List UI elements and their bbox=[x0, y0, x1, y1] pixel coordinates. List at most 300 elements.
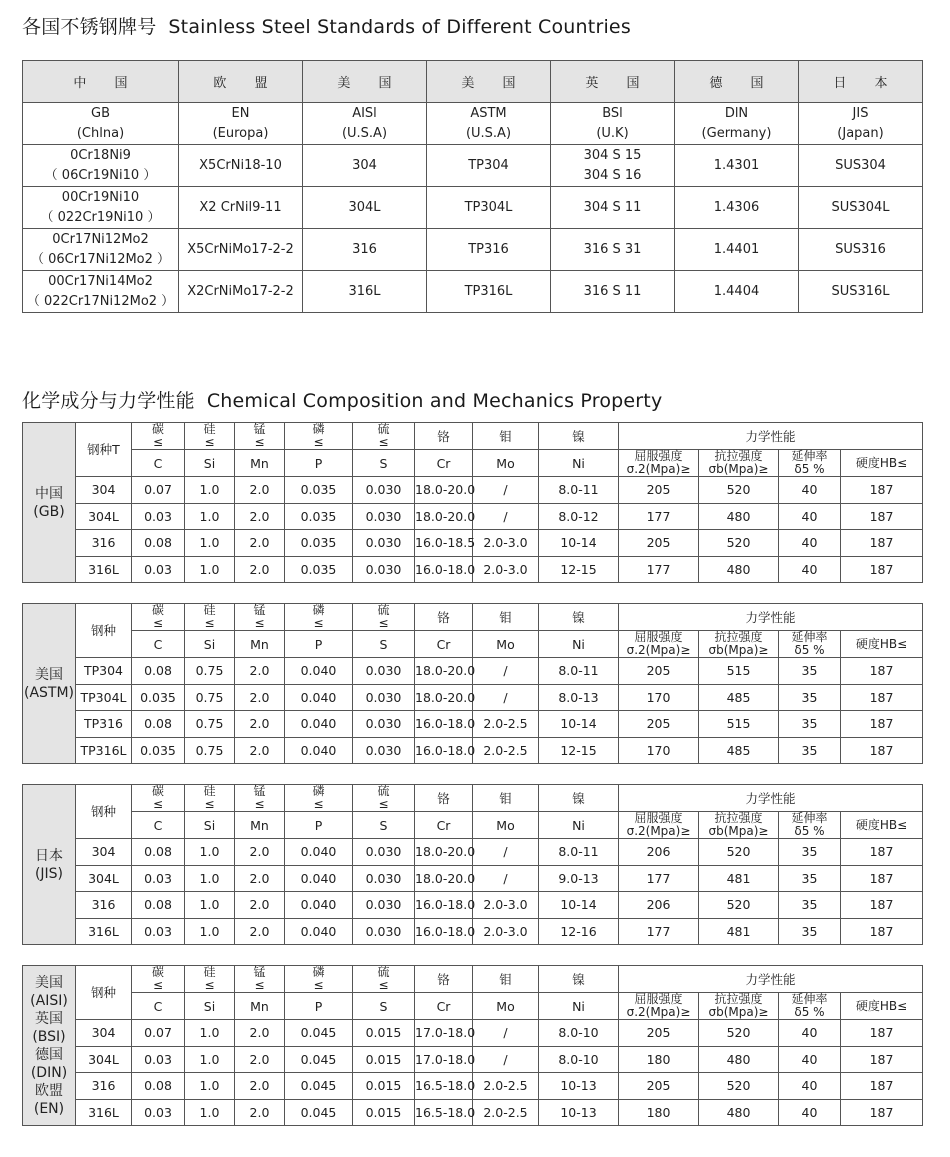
value-cell: 187 bbox=[841, 865, 923, 892]
element-symbol: Si bbox=[185, 450, 235, 477]
header-row bbox=[23, 631, 923, 658]
country-header: 美 国 bbox=[303, 61, 427, 103]
table-row bbox=[23, 658, 923, 685]
standard-code-cell: DlN (Germany) bbox=[675, 103, 799, 145]
value-cell: 16.0-18.0 bbox=[415, 711, 473, 738]
element-header-phosphorus: 磷 ≤ bbox=[285, 785, 353, 812]
value-cell: 187 bbox=[841, 1020, 923, 1047]
element-header-nickel: 镍 bbox=[539, 604, 619, 631]
value-cell: 187 bbox=[841, 839, 923, 866]
element-symbol: Si bbox=[185, 993, 235, 1020]
value-cell: 481 bbox=[699, 865, 779, 892]
value-cell: / bbox=[473, 658, 539, 685]
standards-title-zh: 各国不锈钢牌号 bbox=[22, 16, 157, 38]
value-cell: 16.0-18.0 bbox=[415, 737, 473, 764]
value-cell: 12-16 bbox=[539, 918, 619, 945]
value-cell: 187 bbox=[841, 1073, 923, 1100]
element-symbol: Mn bbox=[235, 631, 285, 658]
value-cell: 187 bbox=[841, 530, 923, 557]
value-cell: 16.0-18.0 bbox=[415, 556, 473, 583]
value-cell: 0.040 bbox=[285, 839, 353, 866]
value-cell: 0.030 bbox=[353, 503, 415, 530]
value-cell: 0.015 bbox=[353, 1073, 415, 1100]
value-cell: 8.0-11 bbox=[539, 839, 619, 866]
value-cell: 170 bbox=[619, 737, 699, 764]
value-cell: 520 bbox=[699, 530, 779, 557]
header-row bbox=[23, 423, 923, 450]
table-row bbox=[23, 918, 923, 945]
standards-title-en: Stainless Steel Standards of Different Countries bbox=[168, 16, 631, 38]
value-cell: 35 bbox=[779, 918, 841, 945]
header-row bbox=[23, 785, 923, 812]
value-cell: 40 bbox=[779, 477, 841, 504]
value-cell: 35 bbox=[779, 737, 841, 764]
mechanics-header: 力学性能 bbox=[619, 604, 923, 631]
value-cell: / bbox=[473, 1020, 539, 1047]
mechanics-header: 力学性能 bbox=[619, 966, 923, 993]
grade-cell: 316 bbox=[76, 892, 132, 919]
value-cell: 18.0-20.0 bbox=[415, 658, 473, 685]
mechanics-subheader: 屈服强度 σ.2(Mpa)≥ bbox=[619, 993, 699, 1020]
value-cell: 481 bbox=[699, 918, 779, 945]
value-cell: 18.0-20.0 bbox=[415, 503, 473, 530]
value-cell: 0.030 bbox=[353, 918, 415, 945]
mechanics-subheader: 延伸率 δ5 % bbox=[779, 812, 841, 839]
element-header-carbon: 碳 ≤ bbox=[132, 604, 185, 631]
value-cell: 520 bbox=[699, 839, 779, 866]
value-cell: 2.0-2.5 bbox=[473, 1073, 539, 1100]
grade-cell: TP304L bbox=[76, 684, 132, 711]
mechanics-header: 力学性能 bbox=[619, 785, 923, 812]
value-cell: 2.0 bbox=[235, 658, 285, 685]
value-cell: 520 bbox=[699, 1073, 779, 1100]
value-cell: 187 bbox=[841, 892, 923, 919]
grade-cell: 316L bbox=[76, 556, 132, 583]
value-cell: 2.0 bbox=[235, 1020, 285, 1047]
value-cell: 0.035 bbox=[285, 477, 353, 504]
element-symbol: P bbox=[285, 812, 353, 839]
value-cell: 2.0-3.0 bbox=[473, 556, 539, 583]
value-cell: 480 bbox=[699, 1046, 779, 1073]
value-cell: / bbox=[473, 839, 539, 866]
value-cell: 1.0 bbox=[185, 530, 235, 557]
element-symbol: Cr bbox=[415, 631, 473, 658]
table-row: 0Cr17Ni12Mo2 （ 06Cr17Ni12Mo2 ） X5CrNiMo17-2-2 316 TP316 316 S 31 1.4401 SUS316 bbox=[23, 229, 923, 271]
value-cell: 177 bbox=[619, 503, 699, 530]
table-row: 00Cr17Ni14Mo2 （ 022Cr17Ni12Mo2 ） X2CrNiMo17-2-2 316L TP316L 316 S 11 1.4404 SUS316L bbox=[23, 271, 923, 313]
value-cell: 180 bbox=[619, 1046, 699, 1073]
value-cell: 2.0 bbox=[235, 918, 285, 945]
element-header-carbon: 碳 ≤ bbox=[132, 785, 185, 812]
value-cell: 205 bbox=[619, 1073, 699, 1100]
value-cell: 520 bbox=[699, 892, 779, 919]
mechanics-subheader: 延伸率 δ5 % bbox=[779, 631, 841, 658]
value-cell: 8.0-10 bbox=[539, 1046, 619, 1073]
value-cell: 16.0-18.5 bbox=[415, 530, 473, 557]
table-row bbox=[23, 477, 923, 504]
value-cell: 1.0 bbox=[185, 865, 235, 892]
country-label: 美国 (AISI) 英国 (BSI) 德国 (DIN) 欧盟 (EN) bbox=[23, 966, 76, 1126]
value-cell: 0.08 bbox=[132, 839, 185, 866]
value-cell: 0.030 bbox=[353, 530, 415, 557]
header-row bbox=[23, 966, 923, 993]
element-header-sulfur: 硫 ≤ bbox=[353, 785, 415, 812]
country-label: 日本 (JIS) bbox=[23, 785, 76, 945]
element-header-phosphorus: 磷 ≤ bbox=[285, 604, 353, 631]
element-symbol: Cr bbox=[415, 812, 473, 839]
value-cell: 0.015 bbox=[353, 1046, 415, 1073]
value-cell: 0.035 bbox=[285, 530, 353, 557]
value-cell: 2.0 bbox=[235, 556, 285, 583]
element-header-silicon: 硅 ≤ bbox=[185, 966, 235, 993]
value-cell: 187 bbox=[841, 1046, 923, 1073]
table-row bbox=[23, 503, 923, 530]
hardness-header: 硬度HB≤ bbox=[841, 993, 923, 1020]
value-cell: 2.0 bbox=[235, 892, 285, 919]
value-cell: 0.040 bbox=[285, 865, 353, 892]
header-row bbox=[23, 993, 923, 1020]
value-cell: 0.040 bbox=[285, 684, 353, 711]
value-cell: 35 bbox=[779, 711, 841, 738]
element-symbol: Mn bbox=[235, 450, 285, 477]
country-header: 德 国 bbox=[675, 61, 799, 103]
value-cell: 1.0 bbox=[185, 1020, 235, 1047]
value-cell: 0.03 bbox=[132, 503, 185, 530]
grade-header: 钢种 bbox=[76, 785, 132, 839]
value-cell: 10-13 bbox=[539, 1099, 619, 1126]
value-cell: 0.75 bbox=[185, 658, 235, 685]
standard-code-cell: BSl (U.K) bbox=[551, 103, 675, 145]
value-cell: 0.040 bbox=[285, 658, 353, 685]
table-row bbox=[23, 1099, 923, 1126]
grade-cell: TP316L bbox=[76, 737, 132, 764]
value-cell: 1.0 bbox=[185, 918, 235, 945]
value-cell: 480 bbox=[699, 1099, 779, 1126]
grade-cell: 304L bbox=[76, 503, 132, 530]
element-symbol: P bbox=[285, 993, 353, 1020]
table-row: 0Cr18Ni9 （ 06Cr19Ni10 ） X5CrNi18-10 304 TP304 304 S 15 304 S 16 1.4301 SUS304 bbox=[23, 145, 923, 187]
country-header-row bbox=[23, 61, 923, 103]
element-symbol: Mn bbox=[235, 812, 285, 839]
element-symbol: Cr bbox=[415, 450, 473, 477]
value-cell: 18.0-20.0 bbox=[415, 839, 473, 866]
value-cell: 205 bbox=[619, 711, 699, 738]
mechanics-subheader: 屈服强度 σ.2(Mpa)≥ bbox=[619, 631, 699, 658]
element-symbol: S bbox=[353, 631, 415, 658]
element-symbol: Ni bbox=[539, 450, 619, 477]
value-cell: 0.08 bbox=[132, 892, 185, 919]
header-row bbox=[23, 450, 923, 477]
value-cell: 187 bbox=[841, 711, 923, 738]
value-cell: 187 bbox=[841, 918, 923, 945]
value-cell: 35 bbox=[779, 892, 841, 919]
value-cell: 10-14 bbox=[539, 530, 619, 557]
value-cell: / bbox=[473, 477, 539, 504]
value-cell: 520 bbox=[699, 1020, 779, 1047]
value-cell: 0.030 bbox=[353, 865, 415, 892]
element-symbol: C bbox=[132, 812, 185, 839]
value-cell: 0.040 bbox=[285, 737, 353, 764]
value-cell: 8.0-10 bbox=[539, 1020, 619, 1047]
element-header-phosphorus: 磷 ≤ bbox=[285, 966, 353, 993]
value-cell: 187 bbox=[841, 658, 923, 685]
value-cell: 16.5-18.0 bbox=[415, 1099, 473, 1126]
table-row bbox=[23, 684, 923, 711]
element-symbol: S bbox=[353, 450, 415, 477]
value-cell: 10-14 bbox=[539, 892, 619, 919]
value-cell: 35 bbox=[779, 658, 841, 685]
mechanics-subheader: 抗拉强度 σb(Mpa)≥ bbox=[699, 993, 779, 1020]
element-header-silicon: 硅 ≤ bbox=[185, 785, 235, 812]
element-header-molybdenum: 钼 bbox=[473, 423, 539, 450]
grade-cell: 304 bbox=[76, 839, 132, 866]
value-cell: 2.0-2.5 bbox=[473, 737, 539, 764]
table-row bbox=[23, 556, 923, 583]
element-symbol: Mn bbox=[235, 993, 285, 1020]
value-cell: 170 bbox=[619, 684, 699, 711]
value-cell: 1.0 bbox=[185, 892, 235, 919]
value-cell: 12-15 bbox=[539, 737, 619, 764]
value-cell: 205 bbox=[619, 477, 699, 504]
value-cell: 16.5-18.0 bbox=[415, 1073, 473, 1100]
value-cell: 2.0 bbox=[235, 477, 285, 504]
value-cell: 1.0 bbox=[185, 503, 235, 530]
value-cell: 40 bbox=[779, 1046, 841, 1073]
grade-cell: TP316 bbox=[76, 711, 132, 738]
value-cell: 177 bbox=[619, 918, 699, 945]
element-header-chromium: 铬 bbox=[415, 604, 473, 631]
value-cell: 206 bbox=[619, 892, 699, 919]
element-header-silicon: 硅 ≤ bbox=[185, 604, 235, 631]
element-header-chromium: 铬 bbox=[415, 966, 473, 993]
standard-code-cell: ASTM (U.S.A) bbox=[427, 103, 551, 145]
value-cell: 1.0 bbox=[185, 556, 235, 583]
element-symbol: Si bbox=[185, 631, 235, 658]
standard-code-row bbox=[23, 103, 923, 145]
value-cell: 2.0-3.0 bbox=[473, 530, 539, 557]
value-cell: 40 bbox=[779, 1020, 841, 1047]
element-symbol: Ni bbox=[539, 993, 619, 1020]
value-cell: 8.0-11 bbox=[539, 658, 619, 685]
value-cell: 515 bbox=[699, 711, 779, 738]
value-cell: 0.035 bbox=[285, 556, 353, 583]
grade-cell: TP304 bbox=[76, 658, 132, 685]
value-cell: 8.0-12 bbox=[539, 503, 619, 530]
value-cell: 1.0 bbox=[185, 1073, 235, 1100]
element-header-molybdenum: 钼 bbox=[473, 785, 539, 812]
value-cell: 205 bbox=[619, 1020, 699, 1047]
value-cell: 8.0-11 bbox=[539, 477, 619, 504]
country-label: 美国 (ASTM) bbox=[23, 604, 76, 764]
element-header-nickel: 镍 bbox=[539, 966, 619, 993]
value-cell: 2.0 bbox=[235, 1073, 285, 1100]
value-cell: 187 bbox=[841, 556, 923, 583]
grade-header: 钢种T bbox=[76, 423, 132, 477]
value-cell: 35 bbox=[779, 839, 841, 866]
value-cell: 40 bbox=[779, 556, 841, 583]
element-symbol: Ni bbox=[539, 631, 619, 658]
value-cell: 0.03 bbox=[132, 1046, 185, 1073]
grade-cell: 316L bbox=[76, 918, 132, 945]
mechanics-subheader: 抗拉强度 σb(Mpa)≥ bbox=[699, 812, 779, 839]
value-cell: 520 bbox=[699, 477, 779, 504]
value-cell: 0.03 bbox=[132, 556, 185, 583]
element-header-manganese: 锰 ≤ bbox=[235, 604, 285, 631]
country-label: 中国 (GB) bbox=[23, 423, 76, 583]
element-header-manganese: 锰 ≤ bbox=[235, 966, 285, 993]
element-header-carbon: 碳 ≤ bbox=[132, 966, 185, 993]
value-cell: 12-15 bbox=[539, 556, 619, 583]
value-cell: 205 bbox=[619, 658, 699, 685]
country-header: 美 国 bbox=[427, 61, 551, 103]
value-cell: 2.0 bbox=[235, 839, 285, 866]
header-row bbox=[23, 604, 923, 631]
value-cell: 2.0 bbox=[235, 530, 285, 557]
value-cell: / bbox=[473, 503, 539, 530]
value-cell: 10-13 bbox=[539, 1073, 619, 1100]
table-row bbox=[23, 530, 923, 557]
chemical-table-gb bbox=[22, 422, 923, 583]
element-symbol: Mo bbox=[473, 631, 539, 658]
table-row bbox=[23, 1020, 923, 1047]
element-symbol: Ni bbox=[539, 812, 619, 839]
chemical-title bbox=[22, 386, 662, 413]
element-header-sulfur: 硫 ≤ bbox=[353, 966, 415, 993]
mechanics-subheader: 抗拉强度 σb(Mpa)≥ bbox=[699, 631, 779, 658]
value-cell: 18.0-20.0 bbox=[415, 684, 473, 711]
mechanics-subheader: 延伸率 δ5 % bbox=[779, 993, 841, 1020]
value-cell: 0.08 bbox=[132, 711, 185, 738]
value-cell: 187 bbox=[841, 477, 923, 504]
value-cell: 18.0-20.0 bbox=[415, 477, 473, 504]
element-header-molybdenum: 钼 bbox=[473, 966, 539, 993]
chemical-table-aisi-bsi-din-en bbox=[22, 965, 923, 1126]
hardness-header: 硬度HB≤ bbox=[841, 812, 923, 839]
grade-cell: 304 bbox=[76, 477, 132, 504]
table-row bbox=[23, 711, 923, 738]
element-header-silicon: 硅 ≤ bbox=[185, 423, 235, 450]
element-symbol: P bbox=[285, 631, 353, 658]
grade-cell: 304L bbox=[76, 1046, 132, 1073]
value-cell: / bbox=[473, 1046, 539, 1073]
value-cell: 35 bbox=[779, 865, 841, 892]
value-cell: 0.03 bbox=[132, 918, 185, 945]
country-header: 日 本 bbox=[799, 61, 923, 103]
value-cell: 187 bbox=[841, 503, 923, 530]
value-cell: 0.015 bbox=[353, 1020, 415, 1047]
value-cell: 0.045 bbox=[285, 1020, 353, 1047]
value-cell: 0.045 bbox=[285, 1099, 353, 1126]
standards-table bbox=[22, 60, 923, 313]
value-cell: 0.07 bbox=[132, 477, 185, 504]
element-symbol: Mo bbox=[473, 450, 539, 477]
value-cell: 205 bbox=[619, 530, 699, 557]
value-cell: 177 bbox=[619, 556, 699, 583]
value-cell: 2.0 bbox=[235, 1099, 285, 1126]
standard-code-cell: AISl (U.S.A) bbox=[303, 103, 427, 145]
value-cell: 0.08 bbox=[132, 530, 185, 557]
value-cell: 206 bbox=[619, 839, 699, 866]
country-header: 中 国 bbox=[23, 61, 179, 103]
value-cell: 0.03 bbox=[132, 1099, 185, 1126]
value-cell: 40 bbox=[779, 530, 841, 557]
value-cell: 40 bbox=[779, 1073, 841, 1100]
element-header-manganese: 锰 ≤ bbox=[235, 423, 285, 450]
table-row bbox=[23, 1046, 923, 1073]
standard-code-cell: JIS (Japan) bbox=[799, 103, 923, 145]
element-header-manganese: 锰 ≤ bbox=[235, 785, 285, 812]
value-cell: 2.0 bbox=[235, 1046, 285, 1073]
value-cell: 180 bbox=[619, 1099, 699, 1126]
value-cell: / bbox=[473, 865, 539, 892]
value-cell: 9.0-13 bbox=[539, 865, 619, 892]
value-cell: 0.030 bbox=[353, 737, 415, 764]
value-cell: / bbox=[473, 684, 539, 711]
value-cell: 0.015 bbox=[353, 1099, 415, 1126]
element-symbol: Cr bbox=[415, 993, 473, 1020]
value-cell: 2.0 bbox=[235, 865, 285, 892]
value-cell: 0.030 bbox=[353, 684, 415, 711]
element-header-sulfur: 硫 ≤ bbox=[353, 604, 415, 631]
element-header-chromium: 铬 bbox=[415, 423, 473, 450]
table-row bbox=[23, 1073, 923, 1100]
chemical-table-jis bbox=[22, 784, 923, 945]
grade-cell: 316 bbox=[76, 1073, 132, 1100]
value-cell: 35 bbox=[779, 684, 841, 711]
value-cell: 2.0-2.5 bbox=[473, 1099, 539, 1126]
value-cell: 18.0-20.0 bbox=[415, 865, 473, 892]
value-cell: 0.030 bbox=[353, 892, 415, 919]
grade-cell: 304L bbox=[76, 865, 132, 892]
mechanics-header: 力学性能 bbox=[619, 423, 923, 450]
value-cell: 187 bbox=[841, 1099, 923, 1126]
value-cell: 0.035 bbox=[132, 737, 185, 764]
value-cell: 0.040 bbox=[285, 892, 353, 919]
mechanics-subheader: 抗拉强度 σb(Mpa)≥ bbox=[699, 450, 779, 477]
value-cell: 177 bbox=[619, 865, 699, 892]
table-row: 00Cr19Ni10 （ 022Cr19Ni10 ） X2 CrNil9-11 304L TP304L 304 S 11 1.4306 SUS304L bbox=[23, 187, 923, 229]
value-cell: 10-14 bbox=[539, 711, 619, 738]
grade-header: 钢种 bbox=[76, 966, 132, 1020]
grade-cell: 304 bbox=[76, 1020, 132, 1047]
value-cell: 17.0-18.0 bbox=[415, 1020, 473, 1047]
value-cell: 0.75 bbox=[185, 737, 235, 764]
element-symbol: Si bbox=[185, 812, 235, 839]
value-cell: 0.030 bbox=[353, 556, 415, 583]
value-cell: 0.75 bbox=[185, 684, 235, 711]
value-cell: 0.030 bbox=[353, 477, 415, 504]
value-cell: 480 bbox=[699, 503, 779, 530]
value-cell: 16.0-18.0 bbox=[415, 918, 473, 945]
value-cell: 1.0 bbox=[185, 477, 235, 504]
value-cell: 2.0 bbox=[235, 711, 285, 738]
value-cell: 0.03 bbox=[132, 865, 185, 892]
value-cell: 187 bbox=[841, 737, 923, 764]
value-cell: 0.030 bbox=[353, 839, 415, 866]
element-header-carbon: 碳 ≤ bbox=[132, 423, 185, 450]
table-row bbox=[23, 737, 923, 764]
value-cell: 480 bbox=[699, 556, 779, 583]
table-row bbox=[23, 892, 923, 919]
value-cell: 2.0 bbox=[235, 737, 285, 764]
element-symbol: S bbox=[353, 812, 415, 839]
value-cell: 8.0-13 bbox=[539, 684, 619, 711]
value-cell: 0.045 bbox=[285, 1046, 353, 1073]
element-header-chromium: 铬 bbox=[415, 785, 473, 812]
element-symbol: C bbox=[132, 993, 185, 1020]
element-header-nickel: 镍 bbox=[539, 785, 619, 812]
value-cell: 40 bbox=[779, 503, 841, 530]
